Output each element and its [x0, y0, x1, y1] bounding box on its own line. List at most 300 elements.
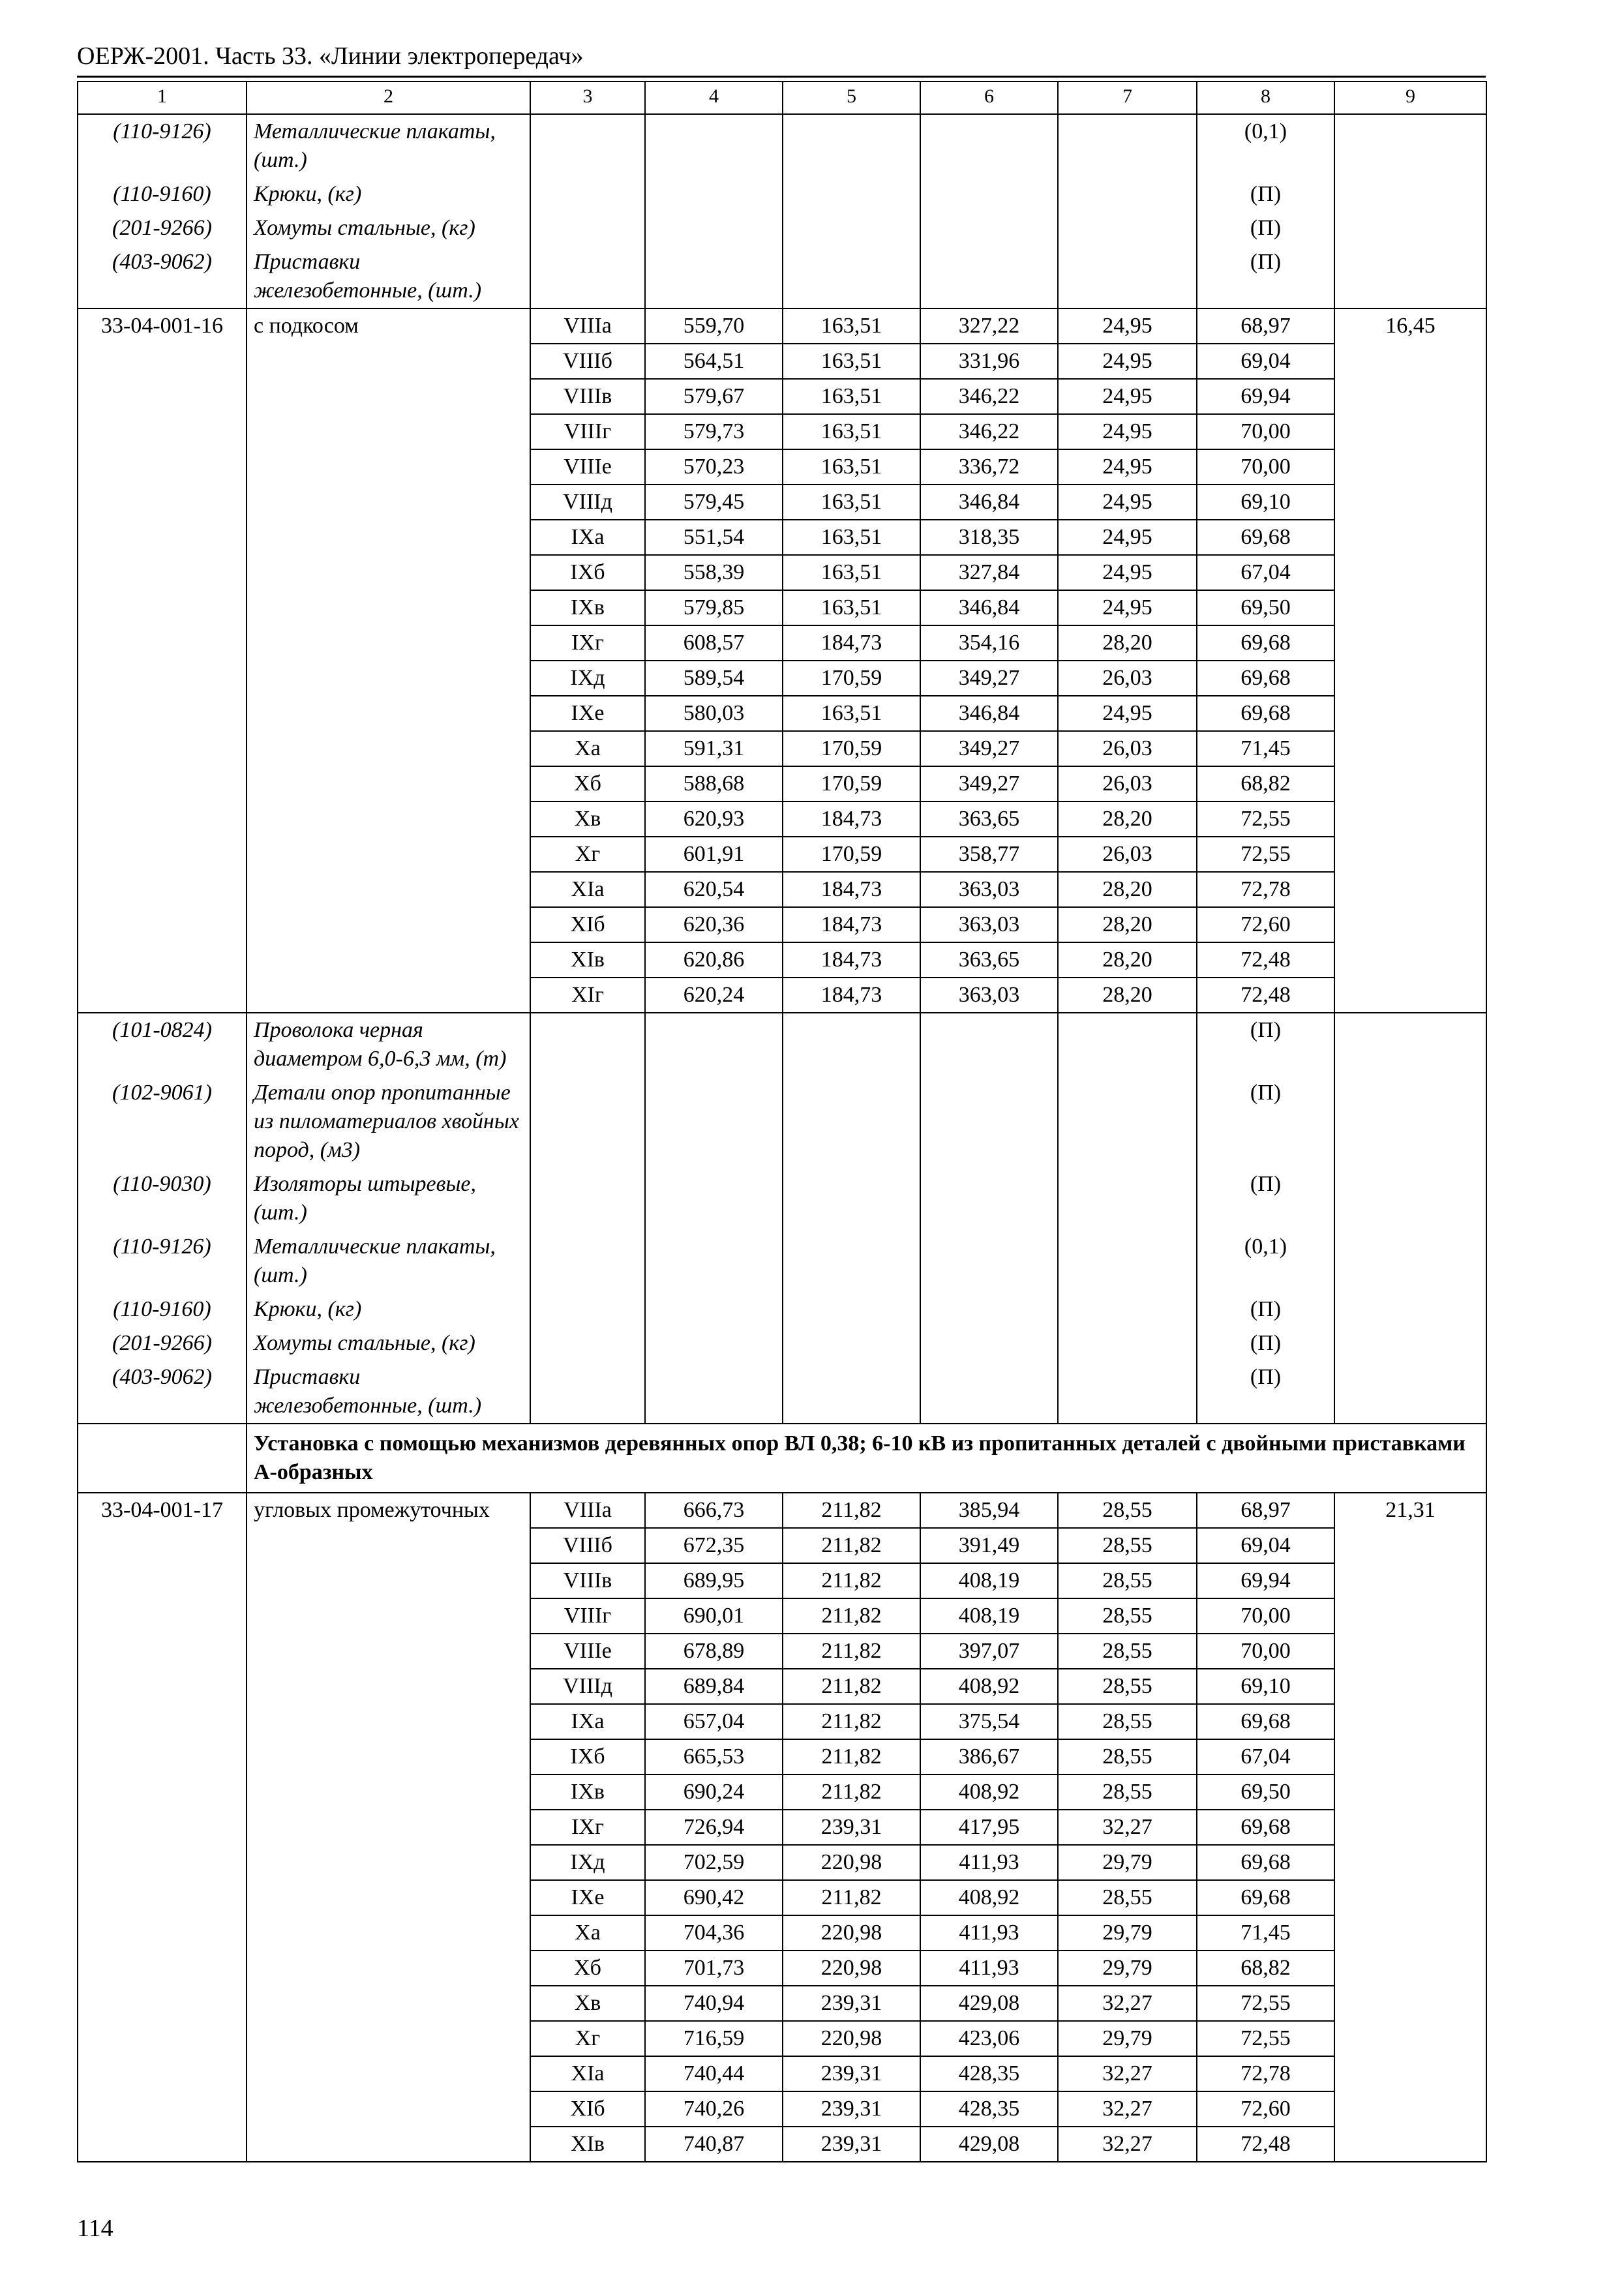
empty-cell [783, 1013, 920, 1076]
empty-cell [920, 1326, 1058, 1360]
value-cell: 358,77 [920, 837, 1058, 872]
material-code: (403-9062) [78, 1360, 247, 1424]
value-cell: 408,19 [920, 1563, 1058, 1598]
value-cell: 665,53 [645, 1739, 783, 1774]
category-cell: VIIIа [530, 308, 645, 344]
empty-cell [783, 245, 920, 308]
empty-cell [1334, 177, 1486, 211]
value-cell: 163,51 [783, 555, 920, 590]
value-cell: 72,55 [1197, 837, 1334, 872]
value-cell: 391,49 [920, 1528, 1058, 1563]
material-row [78, 177, 1486, 211]
value-cell: 558,39 [645, 555, 783, 590]
value-cell: 163,51 [783, 590, 920, 625]
value-cell: 26,03 [1058, 731, 1197, 766]
value-cell: 69,68 [1197, 520, 1334, 555]
value-cell: 69,10 [1197, 1669, 1334, 1704]
value-cell: 163,51 [783, 520, 920, 555]
empty-cell [530, 1230, 645, 1293]
value-cell: 672,35 [645, 1528, 783, 1563]
empty-cell [1334, 211, 1486, 245]
value-cell: 386,67 [920, 1739, 1058, 1774]
empty-cell [530, 1293, 645, 1326]
value-cell: 24,95 [1058, 414, 1197, 449]
value-cell: 211,82 [783, 1704, 920, 1739]
page-number: 114 [77, 2215, 113, 2242]
material-row [78, 1326, 1486, 1360]
value-cell: 428,35 [920, 2056, 1058, 2091]
empty-cell [645, 114, 783, 177]
value-cell: 239,31 [783, 2091, 920, 2127]
material-code: (110-9160) [78, 1293, 247, 1326]
empty-cell [530, 1076, 645, 1167]
empty-cell [530, 211, 645, 245]
value-cell: 211,82 [783, 1669, 920, 1704]
empty-cell [530, 1360, 645, 1424]
category-cell: IXд [530, 661, 645, 696]
material-code: (110-9160) [78, 177, 247, 211]
value-cell: 72,48 [1197, 978, 1334, 1013]
material-code: (403-9062) [78, 245, 247, 308]
material-value: (П) [1197, 1360, 1334, 1424]
value-cell: 28,55 [1058, 1880, 1197, 1915]
value-cell: 69,10 [1197, 485, 1334, 520]
empty-cell [920, 1360, 1058, 1424]
material-name: Проволока черная диаметром 6,0-6,3 мм, (т) [247, 1013, 530, 1076]
empty-cell [1058, 245, 1197, 308]
empty-cell [920, 114, 1058, 177]
value-cell: 69,68 [1197, 1704, 1334, 1739]
value-cell: 690,24 [645, 1774, 783, 1810]
value-cell: 678,89 [645, 1634, 783, 1669]
value-cell: 211,82 [783, 1598, 920, 1634]
col9-value: 16,45 [1334, 308, 1486, 1013]
value-cell: 559,70 [645, 308, 783, 344]
rate-row [78, 308, 1486, 344]
value-cell: 32,27 [1058, 1810, 1197, 1845]
empty-cell [783, 1167, 920, 1230]
value-cell: 363,65 [920, 942, 1058, 978]
material-name: Детали опор пропитанные из пиломатериалов хвойных пород, (м3) [247, 1076, 530, 1167]
rates-table [77, 81, 1487, 2162]
material-name: Металлические плакаты, (шт.) [247, 1230, 530, 1293]
category-cell: VIIIв [530, 379, 645, 414]
material-row [78, 1293, 1486, 1326]
value-cell: 170,59 [783, 731, 920, 766]
value-cell: 72,78 [1197, 2056, 1334, 2091]
value-cell: 184,73 [783, 801, 920, 837]
material-row [78, 1230, 1486, 1293]
material-row [78, 1013, 1486, 1076]
value-cell: 211,82 [783, 1774, 920, 1810]
category-cell: IXе [530, 1880, 645, 1915]
value-cell: 24,95 [1058, 520, 1197, 555]
value-cell: 28,55 [1058, 1739, 1197, 1774]
value-cell: 28,55 [1058, 1598, 1197, 1634]
value-cell: 24,95 [1058, 696, 1197, 731]
category-cell: IXе [530, 696, 645, 731]
value-cell: 363,65 [920, 801, 1058, 837]
value-cell: 28,20 [1058, 625, 1197, 661]
value-cell: 740,26 [645, 2091, 783, 2127]
category-cell: IXв [530, 1774, 645, 1810]
category-cell: VIIIе [530, 1634, 645, 1669]
category-cell: VIIIг [530, 1598, 645, 1634]
value-cell: 28,55 [1058, 1774, 1197, 1810]
value-cell: 69,94 [1197, 1563, 1334, 1598]
rate-row [78, 1493, 1486, 1528]
value-cell: 408,92 [920, 1669, 1058, 1704]
material-value: (0,1) [1197, 1230, 1334, 1293]
column-number: 2 [247, 82, 530, 114]
category-cell: IXб [530, 1739, 645, 1774]
value-cell: 363,03 [920, 907, 1058, 942]
empty-cell [783, 1293, 920, 1326]
value-cell: 24,95 [1058, 449, 1197, 485]
value-cell: 69,50 [1197, 1774, 1334, 1810]
column-number: 8 [1197, 82, 1334, 114]
value-cell: 608,57 [645, 625, 783, 661]
value-cell: 690,42 [645, 1880, 783, 1915]
empty-cell [783, 1076, 920, 1167]
material-value: (П) [1197, 245, 1334, 308]
section-row [78, 1424, 1486, 1493]
empty-cell [530, 1326, 645, 1360]
column-number: 4 [645, 82, 783, 114]
value-cell: 32,27 [1058, 2091, 1197, 2127]
category-cell: VIIIв [530, 1563, 645, 1598]
value-cell: 163,51 [783, 414, 920, 449]
category-cell: IXв [530, 590, 645, 625]
category-cell: Xв [530, 1986, 645, 2021]
section-title: Установка с помощью механизмов деревянных опор ВЛ 0,38; 6-10 кВ из пропитанных деталей с двойными приставками А-образных [247, 1424, 1486, 1493]
value-cell: 68,97 [1197, 1493, 1334, 1528]
value-cell: 163,51 [783, 379, 920, 414]
empty-cell [1058, 1360, 1197, 1424]
empty-cell [920, 1230, 1058, 1293]
value-cell: 704,36 [645, 1915, 783, 1951]
category-cell: IXа [530, 1704, 645, 1739]
value-cell: 69,68 [1197, 1845, 1334, 1880]
value-cell: 220,98 [783, 1845, 920, 1880]
rate-code: 33-04-001-17 [78, 1493, 247, 2162]
value-cell: 740,44 [645, 2056, 783, 2091]
rate-code: 33-04-001-16 [78, 308, 247, 1013]
value-cell: 346,84 [920, 485, 1058, 520]
document-title: ОЕРЖ-2001. Часть 33. «Линии электропередач» [77, 42, 584, 70]
value-cell: 551,54 [645, 520, 783, 555]
value-cell: 69,68 [1197, 696, 1334, 731]
value-cell: 28,55 [1058, 1563, 1197, 1598]
value-cell: 220,98 [783, 2021, 920, 2056]
value-cell: 346,84 [920, 696, 1058, 731]
value-cell: 24,95 [1058, 590, 1197, 625]
value-cell: 70,00 [1197, 449, 1334, 485]
value-cell: 601,91 [645, 837, 783, 872]
value-cell: 29,79 [1058, 2021, 1197, 2056]
material-name: Хомуты стальные, (кг) [247, 211, 530, 245]
value-cell: 28,55 [1058, 1704, 1197, 1739]
empty-cell [783, 1360, 920, 1424]
value-cell: 26,03 [1058, 766, 1197, 801]
value-cell: 220,98 [783, 1915, 920, 1951]
category-cell: Xв [530, 801, 645, 837]
empty-cell [530, 1013, 645, 1076]
col9-value: 21,31 [1334, 1493, 1486, 2162]
material-name: Приставки железобетонные, (шт.) [247, 1360, 530, 1424]
value-cell: 408,92 [920, 1774, 1058, 1810]
value-cell: 620,24 [645, 978, 783, 1013]
empty-cell [645, 211, 783, 245]
value-cell: 327,84 [920, 555, 1058, 590]
empty-cell [530, 245, 645, 308]
empty-cell [783, 1326, 920, 1360]
empty-cell [1058, 1326, 1197, 1360]
value-cell: 72,78 [1197, 872, 1334, 907]
category-cell: Xг [530, 837, 645, 872]
value-cell: 68,82 [1197, 766, 1334, 801]
value-cell: 411,93 [920, 1845, 1058, 1880]
column-number-row [78, 82, 1486, 114]
empty-cell [1334, 1360, 1486, 1424]
material-row [78, 1360, 1486, 1424]
value-cell: 72,55 [1197, 1986, 1334, 2021]
empty-cell [530, 1167, 645, 1230]
empty-cell [645, 1230, 783, 1293]
value-cell: 327,22 [920, 308, 1058, 344]
value-cell: 170,59 [783, 661, 920, 696]
value-cell: 70,00 [1197, 414, 1334, 449]
empty-cell [783, 114, 920, 177]
value-cell: 184,73 [783, 625, 920, 661]
value-cell: 184,73 [783, 942, 920, 978]
value-cell: 349,27 [920, 661, 1058, 696]
value-cell: 408,19 [920, 1598, 1058, 1634]
empty-cell [1334, 1167, 1486, 1230]
value-cell: 69,94 [1197, 379, 1334, 414]
value-cell: 28,55 [1058, 1634, 1197, 1669]
empty-cell [1334, 1076, 1486, 1167]
empty-cell [1334, 114, 1486, 177]
column-number: 7 [1058, 82, 1197, 114]
category-cell: VIIIд [530, 485, 645, 520]
material-row [78, 211, 1486, 245]
value-cell: 589,54 [645, 661, 783, 696]
category-cell: XIб [530, 907, 645, 942]
value-cell: 689,95 [645, 1563, 783, 1598]
value-cell: 620,36 [645, 907, 783, 942]
category-cell: IXг [530, 1810, 645, 1845]
material-value: (П) [1197, 1293, 1334, 1326]
value-cell: 620,86 [645, 942, 783, 978]
empty-cell [645, 1076, 783, 1167]
category-cell: VIIIб [530, 1528, 645, 1563]
value-cell: 24,95 [1058, 555, 1197, 590]
value-cell: 579,45 [645, 485, 783, 520]
value-cell: 702,59 [645, 1845, 783, 1880]
value-cell: 28,20 [1058, 978, 1197, 1013]
value-cell: 318,35 [920, 520, 1058, 555]
value-cell: 239,31 [783, 2127, 920, 2162]
value-cell: 429,08 [920, 2127, 1058, 2162]
value-cell: 69,50 [1197, 590, 1334, 625]
value-cell: 24,95 [1058, 344, 1197, 379]
value-cell: 28,20 [1058, 942, 1197, 978]
column-number: 6 [920, 82, 1058, 114]
material-name: Хомуты стальные, (кг) [247, 1326, 530, 1360]
value-cell: 331,96 [920, 344, 1058, 379]
material-code: (110-9030) [78, 1167, 247, 1230]
material-row [78, 114, 1486, 177]
value-cell: 71,45 [1197, 731, 1334, 766]
value-cell: 69,68 [1197, 1810, 1334, 1845]
value-cell: 69,04 [1197, 344, 1334, 379]
value-cell: 68,97 [1197, 308, 1334, 344]
value-cell: 69,04 [1197, 1528, 1334, 1563]
empty-cell [783, 1230, 920, 1293]
empty-cell [645, 1013, 783, 1076]
column-number: 5 [783, 82, 920, 114]
empty-cell [783, 211, 920, 245]
material-row [78, 1167, 1486, 1230]
value-cell: 24,95 [1058, 308, 1197, 344]
category-cell: Xб [530, 1951, 645, 1986]
material-value: (П) [1197, 1076, 1334, 1167]
material-code: (101-0824) [78, 1013, 247, 1076]
value-cell: 32,27 [1058, 2056, 1197, 2091]
value-cell: 408,92 [920, 1880, 1058, 1915]
value-cell: 588,68 [645, 766, 783, 801]
material-value: (П) [1197, 1013, 1334, 1076]
empty-cell [530, 114, 645, 177]
value-cell: 170,59 [783, 766, 920, 801]
value-cell: 411,93 [920, 1915, 1058, 1951]
value-cell: 397,07 [920, 1634, 1058, 1669]
value-cell: 28,55 [1058, 1493, 1197, 1528]
value-cell: 239,31 [783, 1986, 920, 2021]
value-cell: 26,03 [1058, 661, 1197, 696]
value-cell: 24,95 [1058, 485, 1197, 520]
empty-cell [920, 177, 1058, 211]
material-name: Крюки, (кг) [247, 1293, 530, 1326]
category-cell: VIIIд [530, 1669, 645, 1704]
value-cell: 411,93 [920, 1951, 1058, 1986]
value-cell: 385,94 [920, 1493, 1058, 1528]
category-cell: IXа [530, 520, 645, 555]
empty-cell [1058, 1076, 1197, 1167]
value-cell: 417,95 [920, 1810, 1058, 1845]
value-cell: 336,72 [920, 449, 1058, 485]
material-name: Приставки железобетонные, (шт.) [247, 245, 530, 308]
column-number: 3 [530, 82, 645, 114]
category-cell: Xа [530, 1915, 645, 1951]
value-cell: 67,04 [1197, 1739, 1334, 1774]
value-cell: 239,31 [783, 1810, 920, 1845]
value-cell: 211,82 [783, 1528, 920, 1563]
value-cell: 689,84 [645, 1669, 783, 1704]
value-cell: 32,27 [1058, 2127, 1197, 2162]
category-cell: XIб [530, 2091, 645, 2127]
value-cell: 32,27 [1058, 1986, 1197, 2021]
value-cell: 579,73 [645, 414, 783, 449]
value-cell: 24,95 [1058, 379, 1197, 414]
value-cell: 29,79 [1058, 1915, 1197, 1951]
value-cell: 564,51 [645, 344, 783, 379]
category-cell: VIIIб [530, 344, 645, 379]
value-cell: 580,03 [645, 696, 783, 731]
value-cell: 220,98 [783, 1951, 920, 1986]
material-row [78, 245, 1486, 308]
empty-cell [920, 1167, 1058, 1230]
value-cell: 346,22 [920, 414, 1058, 449]
empty-cell [1334, 1293, 1486, 1326]
value-cell: 71,45 [1197, 1915, 1334, 1951]
value-cell: 346,22 [920, 379, 1058, 414]
value-cell: 349,27 [920, 766, 1058, 801]
value-cell: 211,82 [783, 1563, 920, 1598]
value-cell: 72,55 [1197, 801, 1334, 837]
value-cell: 716,59 [645, 2021, 783, 2056]
value-cell: 29,79 [1058, 1951, 1197, 1986]
value-cell: 67,04 [1197, 555, 1334, 590]
header-rule [77, 76, 1486, 78]
value-cell: 363,03 [920, 978, 1058, 1013]
value-cell: 69,68 [1197, 661, 1334, 696]
empty-cell [1058, 1013, 1197, 1076]
value-cell: 620,54 [645, 872, 783, 907]
category-cell: IXг [530, 625, 645, 661]
value-cell: 428,35 [920, 2091, 1058, 2127]
value-cell: 72,55 [1197, 2021, 1334, 2056]
material-name: Крюки, (кг) [247, 177, 530, 211]
value-cell: 211,82 [783, 1880, 920, 1915]
value-cell: 72,60 [1197, 907, 1334, 942]
value-cell: 690,01 [645, 1598, 783, 1634]
empty-cell [645, 1293, 783, 1326]
rate-name: угловых промежуточных [247, 1493, 530, 2162]
material-value: (0,1) [1197, 114, 1334, 177]
category-cell: XIв [530, 2127, 645, 2162]
material-value: (П) [1197, 1167, 1334, 1230]
value-cell: 70,00 [1197, 1634, 1334, 1669]
value-cell: 740,87 [645, 2127, 783, 2162]
material-name: Изоляторы штыревые, (шт.) [247, 1167, 530, 1230]
empty-cell [78, 1424, 247, 1493]
empty-cell [1058, 1230, 1197, 1293]
category-cell: Xб [530, 766, 645, 801]
empty-cell [920, 211, 1058, 245]
material-value: (П) [1197, 177, 1334, 211]
value-cell: 666,73 [645, 1493, 783, 1528]
empty-cell [645, 1360, 783, 1424]
empty-cell [920, 1076, 1058, 1167]
value-cell: 375,54 [920, 1704, 1058, 1739]
value-cell: 163,51 [783, 344, 920, 379]
material-code: (110-9126) [78, 1230, 247, 1293]
value-cell: 349,27 [920, 731, 1058, 766]
value-cell: 68,82 [1197, 1951, 1334, 1986]
value-cell: 239,31 [783, 2056, 920, 2091]
empty-cell [920, 245, 1058, 308]
empty-cell [1334, 1230, 1486, 1293]
category-cell: VIIIг [530, 414, 645, 449]
empty-cell [530, 177, 645, 211]
value-cell: 429,08 [920, 1986, 1058, 2021]
category-cell: IXб [530, 555, 645, 590]
value-cell: 423,06 [920, 2021, 1058, 2056]
value-cell: 170,59 [783, 837, 920, 872]
category-cell: VIIIа [530, 1493, 645, 1528]
